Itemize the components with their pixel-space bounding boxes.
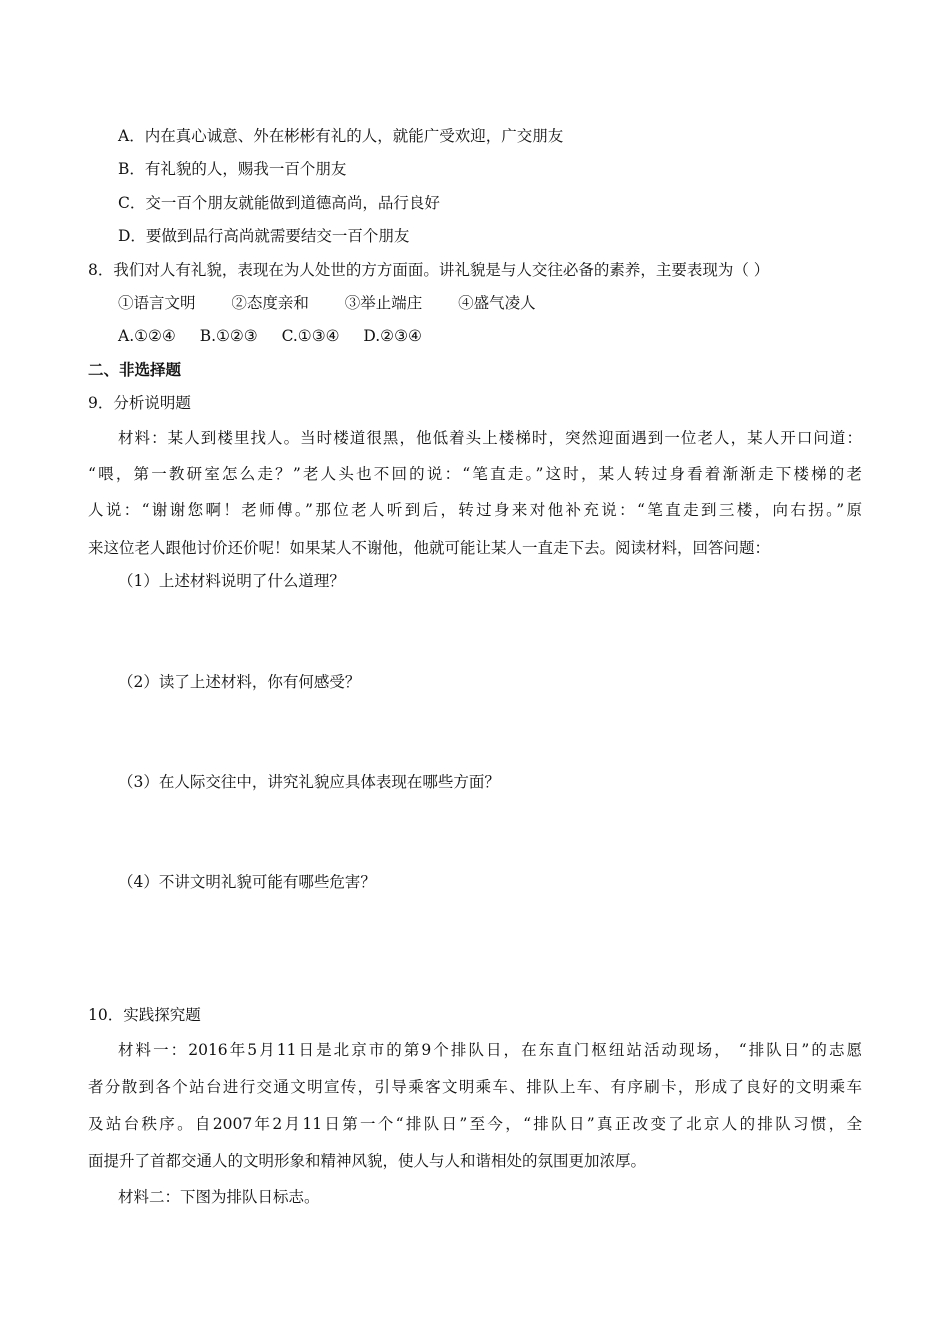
q8-item-2: ②态度亲和 [231,294,309,312]
q8-item-4: ④盛气凌人 [458,294,536,312]
q9-title: 9．分析说明题 [88,394,191,412]
q8-option-a: A.①②④ [118,327,176,345]
q9-material-line-4: 来这位老人跟他讨价还价呢！如果某人不谢他，他就可能让某人一直走下去。阅读材料，回答问题： [88,539,771,557]
q8-stem: 8．我们对人有礼貌，表现在为人处世的方方面面。讲礼貌是与人交往必备的素养，主要表现为（ ） [88,261,770,279]
q8-option-d: D.②③④ [363,327,422,345]
q8-items [118,293,536,313]
q8-item-1: ①语言文明 [118,294,196,312]
q9-subquestion-1: （1）上述材料说明了什么道理？ [118,572,345,590]
q9-subquestion-4: （4）不讲文明礼貌可能有哪些危害？ [118,873,376,891]
q7-option-b: B．有礼貌的人，赐我一百个朋友 [118,160,347,178]
q10-material1-line-4: 面提升了首都交通人的文明形象和精神风貌，使人与人和谐相处的氛围更加浓厚。 [88,1152,647,1170]
q10-material1-line-2: 者分散到各个站台进行交通文明宣传，引导乘客文明乘车、排队上车、有序刷卡，形成了良好的文明乘车 [88,1078,862,1096]
q7-option-d: D．要做到品行高尚就需要结交一百个朋友 [118,227,410,245]
q8-option-c: C.①③④ [281,327,340,345]
q10-material1-line-1: 材料一：2016年5月11日是北京市的第9个排队日，在东直门枢纽站活动现场， “排队日”的志愿 [118,1041,862,1059]
q10-material2: 材料二：下图为排队日标志。 [118,1188,320,1206]
q9-material-line-1: 材料：某人到楼里找人。当时楼道很黑，他低着头上楼梯时，突然迎面遇到一位老人，某人开口问道： [118,429,862,447]
q8-option-b: B.①②③ [199,327,258,345]
q9-subquestion-2: （2）读了上述材料，你有何感受？ [118,673,361,691]
q10-material1-line-3: 及站台秩序。自2007年2月11日第一个“排队日”至今，“排队日”真正改变了北京人的排队习惯，全 [88,1115,862,1133]
q9-material-line-2: “喂，第一教研室怎么走？”老人头也不回的说：“笔直走。”这时，某人转过身看着渐渐走下楼梯的老 [88,465,862,483]
q9-material-line-3: 人说：“谢谢您啊！老师傅。”那位老人听到后，转过身来对他补充说：“笔直走到三楼，向右拐。”原 [88,501,862,519]
section-heading: 二、非选择题 [88,360,182,379]
q7-option-c: C．交一百个朋友就能做到道德高尚，品行良好 [118,194,440,212]
q10-title: 10．实践探究题 [88,1006,201,1024]
q9-subquestion-3: （3）在人际交往中，讲究礼貌应具体表现在哪些方面？ [118,773,500,791]
q7-option-a: A．内在真心诚意、外在彬彬有礼的人，就能广受欢迎，广交朋友 [118,127,564,145]
q8-item-3: ③举止端庄 [344,294,423,312]
q8-options [118,326,422,346]
